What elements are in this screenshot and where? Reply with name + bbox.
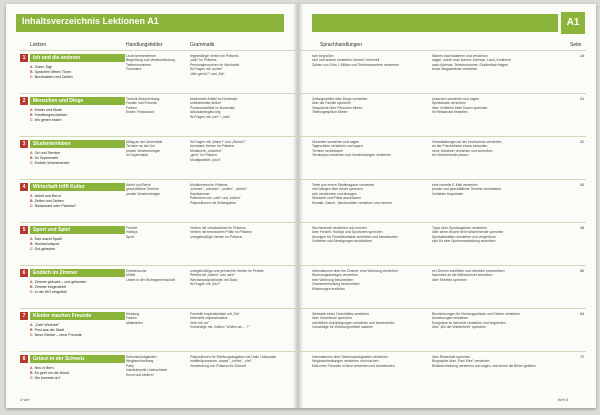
page-number-left: 4	[20, 397, 23, 402]
cell-line: unbestimmter Artikel	[190, 101, 221, 106]
subtopic-letter: B	[30, 371, 33, 375]
sprachhandlungen-cell	[312, 140, 432, 158]
lesson-number: 3	[20, 140, 28, 148]
cell-line: Namen buchstabieren und verstehen	[432, 54, 488, 58]
page-label-left: vier	[23, 397, 30, 402]
cell-line: private Verabredungen	[126, 148, 161, 153]
cell-line: Terminplan verstehen und Verabredungen verstehen	[312, 153, 391, 158]
subtopic-letter: B	[30, 285, 33, 289]
page-number-right: 5	[565, 397, 569, 402]
cell-line: Informationen über Sehenswürdigkeiten verstehen	[312, 355, 388, 359]
sprachhandlungen-cell-right	[432, 97, 562, 115]
cell-line: über die Familie sprechen	[312, 101, 352, 106]
lesson-subtopic	[30, 237, 62, 241]
subtopic-title: Neue Kleider – neue Freunde	[34, 333, 82, 337]
subtopic-letter: C	[30, 376, 33, 380]
cell-line: Gespräche über Personen führen	[312, 105, 363, 110]
cell-line: Familie und Freunde	[126, 101, 158, 106]
cell-line: Kleidung	[126, 312, 140, 316]
cell-line: über Vorlieben beim Essen sprechen	[432, 105, 488, 110]
cell-line: „sein" im Präsens	[190, 58, 217, 63]
grammatik-cell	[190, 140, 290, 162]
subtopic-letter: C	[30, 333, 33, 337]
cell-line: Akkusativergänzung	[190, 110, 221, 115]
subtopic-title: Restaurant oder Pizzeria?	[34, 204, 77, 208]
cell-line: Bildbeschreibung verstehen und sagen, wie einem die Bilder gefallen	[432, 363, 536, 368]
lesson-row	[20, 308, 586, 352]
subtopic-title: Familiengeschichten	[34, 113, 68, 117]
cell-line: Modalverben im Präsens	[190, 183, 228, 187]
subtopic-title: Neu in Bern	[34, 366, 54, 370]
lesson-subtopic	[30, 194, 61, 198]
lesson-row	[20, 265, 586, 309]
cell-line: über „Bin der Wiederkehr" sprechen	[432, 325, 486, 330]
lesson-subtopic	[30, 376, 61, 380]
cell-line: Materialien	[126, 320, 143, 325]
lesson-title: Wirtschaft trifft Kultur	[30, 183, 125, 191]
lesson-subtopic	[30, 75, 73, 79]
cell-line: Zimmereinrichtung beschreiben	[312, 282, 360, 287]
cell-line: Hobbys	[126, 230, 138, 235]
lesson-title: Kleider machen Freunde	[30, 312, 125, 320]
book-spread	[6, 4, 596, 408]
cell-line: Ereignisse im Wechsel verstehen und begründen	[432, 320, 506, 325]
cell-line: sich verabreden und absagen	[312, 191, 357, 196]
col-header-lektion: Lektion	[30, 42, 47, 48]
cell-line: Vorschläge für Wohnungsmöbel machen	[312, 325, 374, 330]
sprachhandlungen-cell	[312, 97, 432, 115]
cell-line: schriftliche Ankündigungen verstehen und beantworten	[312, 320, 395, 325]
sprachhandlungen-cell-right	[432, 140, 562, 158]
cell-line: Speisekarte verstehen	[432, 101, 466, 106]
cell-line: informelle Imperativsätze	[190, 316, 228, 321]
subtopic-title: Das macht Spaß!	[34, 237, 63, 241]
grammatik-cell	[190, 97, 290, 119]
subtopic-letter: A	[30, 323, 33, 327]
lesson-subtopic	[30, 156, 58, 160]
grammatik-cell	[190, 355, 290, 368]
cell-line: Satzklammer	[190, 191, 210, 196]
footer-right	[558, 397, 568, 402]
cell-line: Erfahrungen erzählen	[312, 286, 345, 291]
lesson-subtopic	[30, 371, 69, 375]
handlungsfelder-cell	[126, 140, 190, 158]
sprachhandlungen-cell	[312, 355, 432, 368]
lesson-subtopic	[30, 366, 54, 370]
lesson-number: 5	[20, 226, 28, 234]
page-label-right: fünf	[558, 397, 565, 402]
handlungsfelder-cell	[126, 226, 190, 239]
cell-line: regelmäßige Verben im Präsens	[190, 54, 239, 58]
cell-line: Sehenswürdigkeiten	[126, 355, 157, 359]
lesson-subtopic	[30, 161, 70, 165]
cell-line: Wohnungsanzeigen verstehen	[312, 273, 358, 278]
cell-line: W-Fragen mit „woher"	[190, 67, 223, 72]
subtopic-letter: B	[30, 328, 33, 332]
cell-line: Leute kennenlernen	[126, 54, 156, 58]
sprachhandlungen-cell	[312, 269, 432, 291]
cell-line: Wechselpräpositionen mit Dativ	[190, 277, 238, 282]
cell-line: Wünsche und Pläne ausdrücken	[312, 196, 361, 201]
cell-line: sich für eine Sportveranstaltung anmelden	[432, 239, 496, 244]
cell-line: private Verabredungen	[126, 191, 161, 196]
cell-line: unregelmäßige und gemischte Verben im Perfekt	[190, 269, 264, 273]
handlungsfelder-cell	[126, 355, 190, 377]
subtopic-title: Zeiten und Zahlen	[34, 199, 64, 203]
cell-line: Arbeit und Beruf	[126, 183, 151, 187]
sprachhandlungen-cell	[312, 183, 432, 205]
lesson-subtopic	[30, 247, 55, 251]
cell-line: Bezeichnungen für Kleidungsstücke und Farben verstehen	[432, 312, 521, 316]
cell-line: über Freizeit, Hobbys und Sportarten sprechen	[312, 230, 383, 235]
cell-line: neue Vokabeln verstehen und schreiben	[432, 148, 493, 153]
cell-line: W-Fragen mit „Wann?" und „Wohin?"	[190, 140, 246, 144]
cell-line: sich begrüßen	[312, 54, 334, 58]
cell-line: Texte aus einem Stadtmagazin verstehen	[312, 183, 375, 187]
lesson-number: 6	[20, 269, 28, 277]
lesson-subtopic	[30, 65, 52, 69]
cell-line: Zeitungsartikel über Dinge verstehen	[312, 97, 368, 101]
subtopic-letter: C	[30, 247, 33, 251]
cell-line: sich und andere vorstellen: formell / informell	[312, 58, 380, 63]
subtopic-letter: A	[30, 65, 33, 69]
handlungsfelder-cell	[126, 269, 190, 282]
subtopic-title: Im Supermarkt	[34, 156, 59, 160]
cell-line: Telefongespräch führen	[312, 110, 348, 115]
subtopic-title: Wo kommst du?	[34, 376, 61, 380]
subtopic-letter: B	[30, 156, 33, 160]
lesson-number: 4	[20, 183, 28, 191]
cell-line: Freizeit	[126, 226, 138, 230]
cell-line: Biographie über „Paul Klee" verstehen	[432, 359, 490, 364]
lesson-number: 1	[20, 54, 28, 62]
page-number: 72	[580, 355, 584, 359]
col-header-grammatik: Grammatik	[190, 42, 215, 48]
subtopic-title: Ort und Termine	[34, 151, 61, 155]
cell-line: Farben	[126, 105, 137, 110]
cell-line: W-Fragen mit „wer" / „was"	[190, 114, 231, 119]
cell-line: Ursachen verstehen und sagen	[432, 97, 480, 101]
lesson-number: 7	[20, 312, 28, 320]
cell-line: Präteritum von „sein" und „haben"	[190, 196, 241, 201]
subtopic-title: Endlich Wochenende!	[34, 161, 70, 165]
lesson-subtopic	[30, 290, 67, 294]
page-number: 40	[580, 183, 584, 187]
lesson-title: Grüezi in der Schweiz	[30, 355, 125, 363]
handlungsfelder-cell	[126, 183, 190, 196]
sprachhandlungen-cell-right	[432, 54, 562, 72]
subtopic-title: Kinder und Mode	[34, 108, 62, 112]
cell-line: ein Wochenende planen	[432, 153, 469, 158]
subtopic-title: In der WG eingelebt	[34, 290, 67, 294]
footer-left	[20, 397, 30, 402]
grammatik-cell	[190, 183, 290, 205]
cell-line: Indefinitpronomen „etwas", „nichts", „viel"	[190, 359, 252, 364]
sprachhandlungen-cell-right	[432, 312, 562, 330]
lesson-number: 8	[20, 355, 28, 363]
cell-line: geschäftliche Termine	[126, 187, 159, 192]
cell-line: Begrüßung und Verabschiedung	[126, 58, 175, 63]
cell-line: Verb mit „es"	[190, 320, 210, 325]
subtopic-title: Zimmer gesucht – und gefunden	[34, 280, 87, 284]
cell-line: Wochenende verstehen und nennen	[312, 226, 367, 230]
subtopic-title: Arbeit und Beruf	[34, 194, 61, 198]
page-number: 64	[580, 312, 584, 316]
cell-line: Leben in der Wohngemeinschaft	[126, 277, 175, 282]
page-number: 24	[580, 97, 584, 101]
subtopic-letter: B	[30, 70, 33, 74]
subtopic-title: Wo gehen essen	[34, 118, 62, 122]
cell-line: Anzeigen für Freizeitkontakte schreiben und beantworten	[312, 234, 398, 239]
lesson-row	[20, 93, 586, 137]
cell-line: Anweisungen verstehen	[432, 316, 469, 321]
lesson-number: 2	[20, 97, 28, 105]
subtopic-letter: C	[30, 204, 33, 208]
cell-line: Tageszeiten verstehen und sagen	[312, 144, 363, 149]
cell-line: Telefonnummern	[126, 62, 152, 67]
cell-line: W-Fragen mit „Wo?"	[190, 282, 221, 287]
cell-line: über Erlebtes sprechen	[432, 277, 468, 282]
cell-line: Interkulturelle Unterschiede	[126, 368, 168, 373]
cell-line: Formulare	[126, 67, 142, 72]
subtopic-title: Zimmer eingerichtet	[34, 285, 67, 289]
lesson-subtopic	[30, 285, 66, 289]
sprachhandlungen-cell	[312, 226, 432, 244]
cell-line: Modalpartikel „noch"	[190, 157, 221, 162]
sprachhandlungen-cell	[312, 312, 432, 330]
cell-line: Vorschläge mit „Sollen / Wollen wir …?"	[190, 325, 250, 330]
cell-line: an der Frischetheke etwas einkaufen	[432, 144, 488, 149]
lesson-subtopic	[30, 199, 64, 203]
sprachhandlungen-cell-right	[432, 355, 562, 368]
page-title: Inhaltsverzeichnis Lektionen A1	[22, 16, 159, 26]
subtopic-title: Es geht um die Wurst	[34, 371, 69, 375]
cell-line: ein Zimmer schriftlich und mündlich beschreiben	[432, 269, 505, 273]
cell-line: mit Kollegen über Arbeit sprechen	[312, 187, 363, 192]
lesson-subtopic	[30, 151, 60, 155]
subtopic-letter: C	[30, 118, 33, 122]
subtopic-letter: B	[30, 199, 33, 203]
cell-line: „gern" im Präsens	[190, 153, 218, 158]
unit-badge: A1	[561, 12, 585, 34]
cell-line: Verben mit trennbarem Präfix im Präsens	[190, 230, 252, 235]
lesson-subtopic	[30, 70, 71, 74]
grammatik-cell	[190, 226, 290, 239]
cell-line: Verwendung von Präsens für Zukunft	[190, 363, 246, 368]
cell-line: trennbare Verben im Präsens	[190, 144, 235, 149]
sprachhandlungen-cell-right	[432, 269, 562, 282]
cell-line: Webseite eines Geschäftes verstehen	[312, 312, 370, 316]
cell-line: über Reiseziele sprechen	[432, 355, 471, 359]
lesson-row	[20, 50, 586, 94]
lesson-subtopic	[30, 333, 82, 337]
subtopic-letter: A	[30, 237, 33, 241]
cell-line: bestimmter Artikel im Nominativ	[190, 97, 238, 101]
cell-line: Informationen über ein Zimmer, eine Wohnung verstehen	[312, 269, 398, 273]
subtopic-title: Hochschulsport	[34, 242, 60, 246]
lesson-row	[20, 179, 586, 223]
subtopic-letter: A	[30, 280, 33, 284]
cell-line: nach Adresse, Telefonnummer, Studienfach fragen	[432, 62, 508, 67]
cell-line: Termine vereinbaren	[312, 148, 343, 153]
header-band-right	[312, 14, 558, 32]
lesson-subtopic	[30, 108, 62, 112]
lesson-subtopic	[30, 242, 59, 246]
cell-line: eine Wohnung beschreiben	[312, 277, 354, 282]
lesson-row	[20, 222, 586, 266]
cell-line: Veranstaltungen an der Hochschule verstehen	[432, 140, 502, 144]
lesson-subtopic	[30, 204, 76, 208]
cell-line: private und geschäftliche Termine vereinbaren	[432, 187, 502, 192]
cell-line: Mail einer Freundin in Bern verstehen und beantworten	[312, 363, 395, 368]
subtopic-title: „Café Wechsel"	[34, 323, 60, 327]
cell-line: Alltag an der Universität	[126, 140, 162, 144]
grammatik-cell	[190, 269, 290, 287]
cell-line: Vorlieben begründen	[432, 191, 464, 196]
grammatik-cell	[190, 54, 290, 76]
cell-line: Termine an der Uni	[126, 144, 155, 149]
cell-line: im Restaurant bestellen	[432, 110, 468, 115]
cell-line: Essen: Restaurant	[126, 110, 154, 115]
cell-line: Wegbeschreibung	[126, 359, 154, 364]
subtopic-letter: C	[30, 75, 33, 79]
page-number: 32	[580, 140, 584, 144]
lesson-subtopic	[30, 113, 67, 117]
cell-line: über Geschenke sprechen	[312, 316, 352, 321]
subtopic-title: Gut gelaufen	[34, 247, 56, 251]
cell-line: eine formelle E-Mail verstehen	[432, 183, 478, 187]
sprachhandlungen-cell	[312, 54, 432, 67]
sprachhandlungen-cell-right	[432, 183, 562, 196]
cell-line: Vorlieben und Abneigungen ausdrücken	[312, 239, 372, 244]
lesson-title: Studentenleben	[30, 140, 125, 148]
handlungsfelder-cell	[126, 54, 190, 72]
cell-line: Präpositionen mit Zeitangaben	[190, 200, 236, 205]
cell-line: Präpositionen für Richtungsangaben mit Dativ / Akkusativ	[190, 355, 277, 359]
cell-line: Sport	[126, 234, 135, 239]
cell-line: Party	[126, 363, 134, 368]
subtopic-letter: A	[30, 108, 33, 112]
cell-line: im Supermarkt	[126, 153, 149, 158]
cell-line: Zimmersuche	[126, 269, 147, 273]
cell-line: Uhrzeiten verstehen und sagen	[312, 140, 360, 144]
cell-line: Formelle Imperativsätze mit „Sie"	[190, 312, 240, 316]
subtopic-letter: A	[30, 366, 33, 370]
sprachhandlungen-cell-right	[432, 226, 562, 244]
handlungsfelder-cell	[126, 97, 190, 115]
cell-line: unregelmäßige Verben im Präsens	[190, 234, 243, 239]
subtopic-letter: C	[30, 290, 33, 294]
subtopic-title: Guten Tag!	[34, 65, 53, 69]
cell-line: Kunst und Malerei	[126, 372, 154, 377]
subtopic-letter: C	[30, 161, 33, 165]
lesson-subtopic	[30, 280, 86, 284]
cell-line: Personalpronomen im Nominativ	[190, 62, 240, 67]
cell-line: Möbel	[126, 273, 136, 278]
lesson-subtopic	[30, 323, 59, 327]
col-header-sprachhandlungen: Sprachhandlungen	[320, 42, 362, 48]
subtopic-title: Sprachen öffnen Türen	[34, 70, 72, 74]
page-number: 16	[580, 54, 584, 58]
lesson-title: Ich und die anderen	[30, 54, 125, 62]
cell-line: sagen, woher man kommt: Adresse, Land, Kontinent	[432, 58, 511, 63]
cell-line: Zahlen von 0 bis 1 Million und Telefonnummern verstehen	[312, 62, 399, 67]
grammatik-cell	[190, 312, 290, 330]
lesson-title: Sport und Spiel	[30, 226, 125, 234]
cell-line: Modalverb „möchten"	[190, 148, 223, 153]
col-header-handlungsfelder: Handlungsfelder	[126, 42, 163, 48]
cell-line: „können", „müssen", „wollen", „dürfen"	[190, 187, 248, 192]
lesson-row	[20, 136, 586, 180]
cell-line: Technik-Beschreibung	[126, 97, 160, 101]
handlungsfelder-cell	[126, 312, 190, 325]
cell-line: kurze Magazintexte verstehen	[432, 67, 478, 72]
subtopic-letter: A	[30, 151, 33, 155]
subtopic-letter: A	[30, 194, 33, 198]
lesson-title: Endlich im Zimmer	[30, 269, 125, 277]
page-number: 48	[580, 226, 584, 230]
page-number: 56	[580, 269, 584, 273]
cell-line: Tipps über Sportangebote verstehen	[432, 226, 487, 230]
subtopic-title: Buchstaben und Zahlen	[34, 75, 73, 79]
lesson-subtopic	[30, 118, 62, 122]
cell-line: Wegbeschreibungen verstehen und machen	[312, 359, 379, 364]
cell-line: Farben	[126, 316, 137, 321]
cell-line: Sportaktivitäten verstehen und vergleichen	[432, 234, 497, 239]
cell-line: Nachricht an die Mitbewohner schreiben	[432, 273, 493, 278]
lesson-subtopic	[30, 328, 64, 332]
lesson-title: Menschen und Dinge	[30, 97, 125, 105]
subtopic-title: Post aus der Stadt	[34, 328, 65, 332]
cell-line: Perfekt mit „haben" und „sein"	[190, 273, 236, 278]
cell-line: über seine Woche beim Wochenende sprechen	[432, 230, 504, 235]
cell-line: Verben mit Vokalwechsel im Präsens	[190, 226, 246, 230]
lesson-row	[20, 351, 586, 395]
cell-line: „Wie geht's?" und „Sie"	[190, 71, 225, 76]
cell-line: Possessivartikel im Nominativ	[190, 105, 235, 110]
cell-line: Monate, Datum, Jahreszahlen verstehen und nennen	[312, 200, 392, 205]
subtopic-letter: B	[30, 242, 33, 246]
subtopic-letter: B	[30, 113, 33, 117]
col-header-seite: Seite	[570, 42, 582, 48]
